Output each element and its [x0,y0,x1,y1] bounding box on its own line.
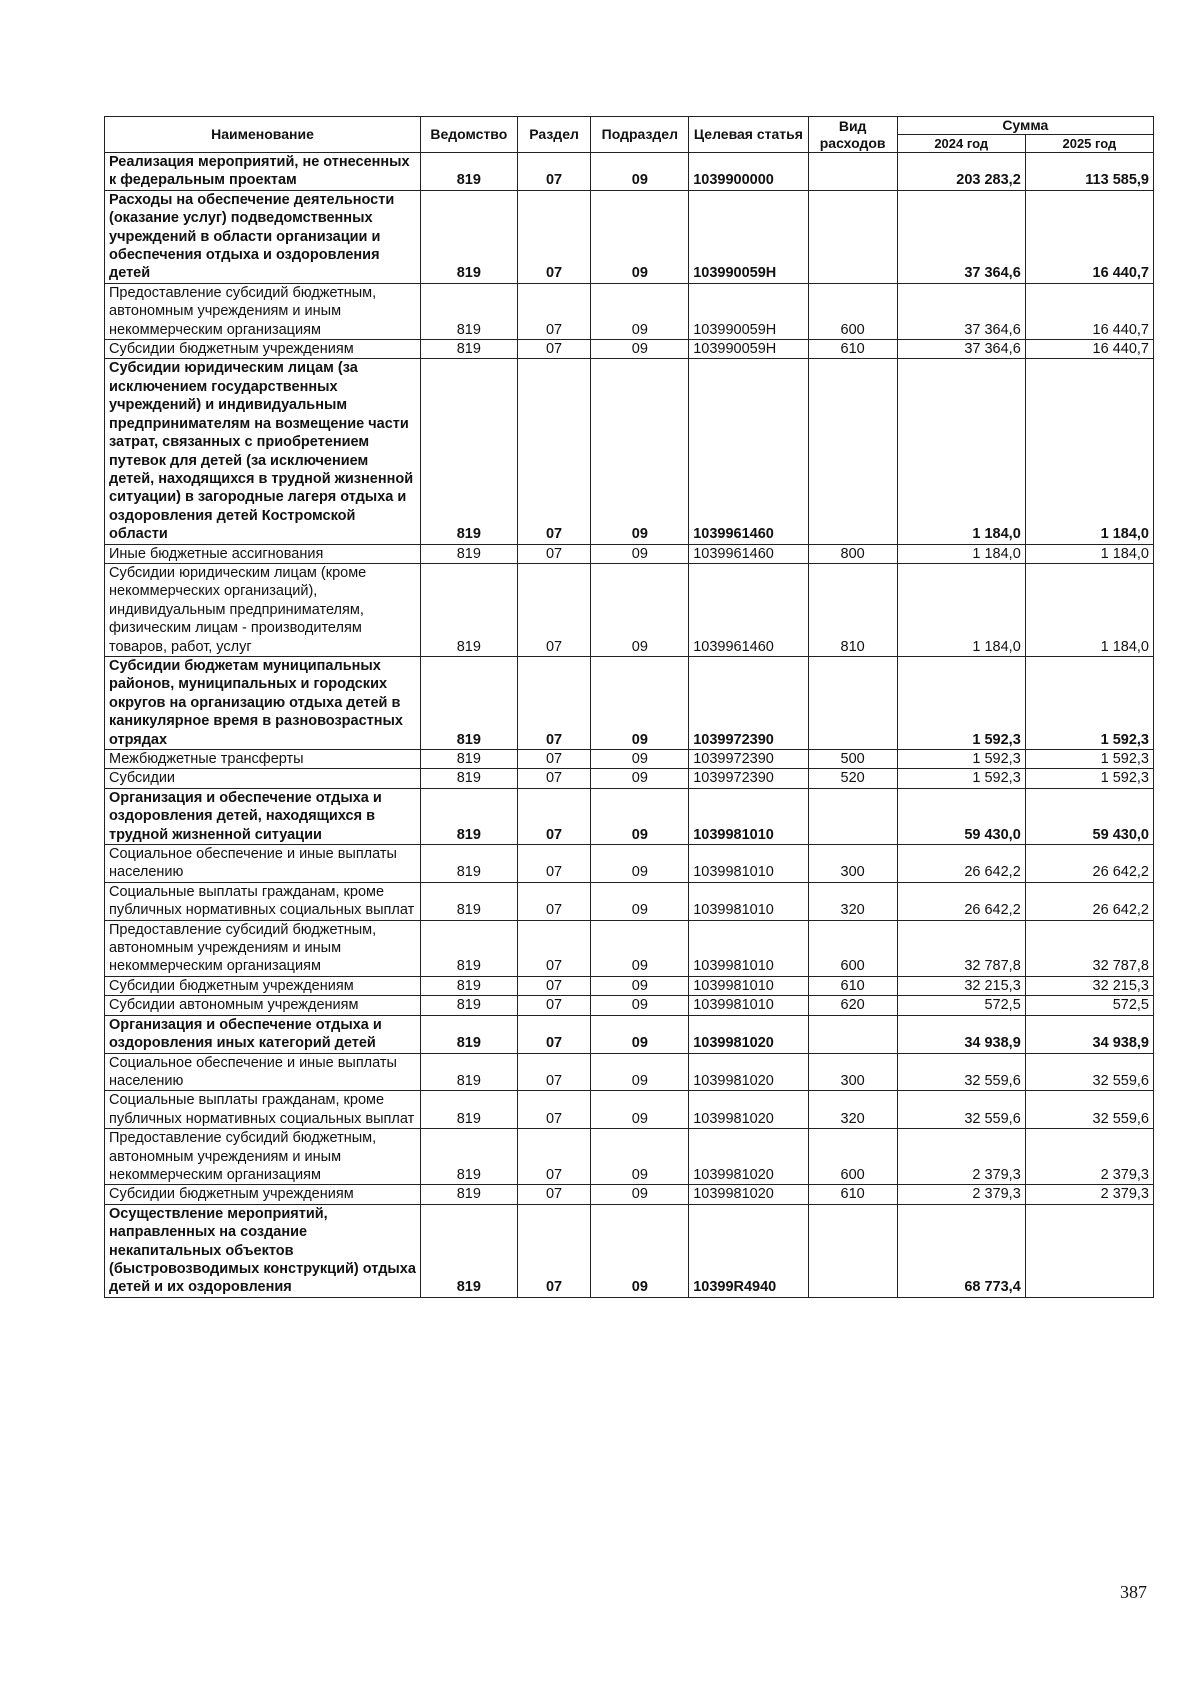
row-name: Субсидии бюджетным учреждениям [105,976,421,995]
row-sum-2024: 2 379,3 [897,1185,1025,1204]
row-sum-2025: 26 642,2 [1025,845,1153,883]
row-section: 07 [517,656,591,749]
row-sum-2025: 34 938,9 [1025,1015,1153,1053]
row-subsection: 09 [591,359,689,544]
row-kind: 600 [808,283,897,339]
row-kind: 800 [808,544,897,563]
row-name: Межбюджетные трансферты [105,750,421,769]
table-row [105,1015,1154,1053]
row-name: Субсидии бюджетным учреждениям [105,1185,421,1204]
budget-table [104,116,1154,1298]
table-row [105,190,1154,283]
row-dept: 819 [421,544,518,563]
row-sum-2024: 32 559,6 [897,1053,1025,1091]
table-row [105,359,1154,544]
row-name: Предоставление субсидий бюджетным, автономным учреждениям и иным некоммерческим организациям [105,283,421,339]
row-target: 1039981010 [689,920,808,976]
row-sum-2024: 203 283,2 [897,153,1025,191]
row-section: 07 [517,882,591,920]
row-name: Реализация мероприятий, не отнесенных к федеральным проектам [105,153,421,191]
row-dept: 819 [421,882,518,920]
row-subsection: 09 [591,996,689,1015]
row-section: 07 [517,750,591,769]
row-kind: 600 [808,920,897,976]
row-subsection: 09 [591,845,689,883]
row-dept: 819 [421,1185,518,1204]
row-section: 07 [517,845,591,883]
row-dept: 819 [421,340,518,359]
table-row [105,845,1154,883]
row-dept: 819 [421,750,518,769]
row-name: Социальное обеспечение и иные выплаты населению [105,845,421,883]
row-section: 07 [517,563,591,656]
table-row [105,656,1154,749]
row-subsection: 09 [591,1053,689,1091]
row-target: 103990059Н [689,283,808,339]
table-row [105,788,1154,844]
row-target: 1039981020 [689,1185,808,1204]
header-sum: Сумма [897,117,1153,135]
row-sum-2024: 34 938,9 [897,1015,1025,1053]
table-row [105,1053,1154,1091]
row-target: 10399R4940 [689,1204,808,1297]
row-sum-2024: 59 430,0 [897,788,1025,844]
table-row [105,996,1154,1015]
row-subsection: 09 [591,153,689,191]
row-subsection: 09 [591,1185,689,1204]
row-section: 07 [517,1129,591,1185]
row-target: 1039972390 [689,750,808,769]
row-section: 07 [517,788,591,844]
row-dept: 819 [421,920,518,976]
row-dept: 819 [421,190,518,283]
row-dept: 819 [421,1129,518,1185]
row-name: Субсидии бюджетам муниципальных районов, муниципальных и городских округов на организацию отдыха детей в каникулярное время в разновозрастных отрядах [105,656,421,749]
row-sum-2025: 16 440,7 [1025,190,1153,283]
row-subsection: 09 [591,656,689,749]
row-target: 1039981010 [689,976,808,995]
row-sum-2024: 1 184,0 [897,563,1025,656]
row-sum-2024: 32 215,3 [897,976,1025,995]
row-name: Социальное обеспечение и иные выплаты населению [105,1053,421,1091]
row-sum-2025: 1 184,0 [1025,544,1153,563]
row-section: 07 [517,1204,591,1297]
row-sum-2025: 1 592,3 [1025,656,1153,749]
row-dept: 819 [421,769,518,788]
row-target: 1039961460 [689,563,808,656]
table-row [105,1129,1154,1185]
row-sum-2024: 68 773,4 [897,1204,1025,1297]
row-dept: 819 [421,788,518,844]
header-kind: Вид расходов [808,117,897,153]
row-section: 07 [517,1091,591,1129]
row-dept: 819 [421,1091,518,1129]
row-dept: 819 [421,153,518,191]
row-subsection: 09 [591,750,689,769]
row-section: 07 [517,1053,591,1091]
row-subsection: 09 [591,882,689,920]
row-section: 07 [517,153,591,191]
row-dept: 819 [421,1204,518,1297]
row-sum-2024: 37 364,6 [897,340,1025,359]
row-kind [808,656,897,749]
row-sum-2025: 2 379,3 [1025,1129,1153,1185]
row-target: 1039981010 [689,996,808,1015]
row-subsection: 09 [591,340,689,359]
table-row [105,976,1154,995]
row-kind: 320 [808,1091,897,1129]
row-section: 07 [517,996,591,1015]
row-target: 1039961460 [689,359,808,544]
row-sum-2024: 1 184,0 [897,544,1025,563]
row-section: 07 [517,190,591,283]
row-sum-2024: 37 364,6 [897,283,1025,339]
row-kind [808,359,897,544]
row-dept: 819 [421,845,518,883]
row-dept: 819 [421,996,518,1015]
table-row [105,153,1154,191]
row-subsection: 09 [591,920,689,976]
row-subsection: 09 [591,1015,689,1053]
table-row [105,1185,1154,1204]
row-sum-2025: 113 585,9 [1025,153,1153,191]
header-name: Наименование [105,117,421,153]
table-body [105,153,1154,1298]
row-name: Организация и обеспечение отдыха и оздоровления детей, находящихся в трудной жизненной ситуации [105,788,421,844]
row-sum-2024: 26 642,2 [897,882,1025,920]
table-row [105,1091,1154,1129]
row-sum-2025: 32 215,3 [1025,976,1153,995]
row-sum-2024: 37 364,6 [897,190,1025,283]
row-sum-2024: 1 184,0 [897,359,1025,544]
row-sum-2024: 1 592,3 [897,750,1025,769]
row-dept: 819 [421,976,518,995]
row-target: 1039981010 [689,882,808,920]
row-target: 1039972390 [689,656,808,749]
row-target: 1039972390 [689,769,808,788]
row-subsection: 09 [591,976,689,995]
row-name: Осуществление мероприятий, направленных на создание некапитальных объектов (быстровозводимых конструкций) отдыха детей и их оздоровления [105,1204,421,1297]
table-row [105,1204,1154,1297]
row-name: Субсидии [105,769,421,788]
row-sum-2025: 32 559,6 [1025,1053,1153,1091]
row-name: Субсидии юридическим лицам (за исключением государственных учреждений) и индивидуальным предпринимателям на возмещение части затрат, связанных с приобретением путевок для детей (за исключением детей, находящихся в трудной жизненной ситуации) в загородные лагеря отдыха и оздоровления детей Костромской области [105,359,421,544]
row-target: 1039961460 [689,544,808,563]
row-subsection: 09 [591,769,689,788]
row-sum-2024: 32 559,6 [897,1091,1025,1129]
row-kind: 600 [808,1129,897,1185]
table-row [105,283,1154,339]
row-sum-2025: 1 592,3 [1025,750,1153,769]
row-dept: 819 [421,563,518,656]
row-kind [808,788,897,844]
row-kind: 500 [808,750,897,769]
row-sum-2025: 1 184,0 [1025,563,1153,656]
row-name: Социальные выплаты гражданам, кроме публичных нормативных социальных выплат [105,882,421,920]
row-target: 1039981010 [689,845,808,883]
row-sum-2025 [1025,1204,1153,1297]
row-target: 1039900000 [689,153,808,191]
row-subsection: 09 [591,1204,689,1297]
row-sum-2024: 572,5 [897,996,1025,1015]
row-target: 103990059Н [689,340,808,359]
row-sum-2025: 59 430,0 [1025,788,1153,844]
header-year-2024: 2024 год [897,135,1025,153]
row-sum-2024: 26 642,2 [897,845,1025,883]
row-kind: 300 [808,1053,897,1091]
row-kind: 610 [808,340,897,359]
row-section: 07 [517,920,591,976]
row-sum-2024: 32 787,8 [897,920,1025,976]
row-section: 07 [517,769,591,788]
row-section: 07 [517,1185,591,1204]
row-name: Иные бюджетные ассигнования [105,544,421,563]
table-row [105,563,1154,656]
row-subsection: 09 [591,563,689,656]
row-target: 103990059Н [689,190,808,283]
table-row [105,340,1154,359]
row-name: Предоставление субсидий бюджетным, автономным учреждениям и иным некоммерческим организациям [105,1129,421,1185]
table-row [105,920,1154,976]
row-name: Субсидии юридическим лицам (кроме некоммерческих организаций), индивидуальным предпринимателям, физическим лицам - производителям товаров, работ, услуг [105,563,421,656]
header-subsection: Подраздел [591,117,689,153]
row-subsection: 09 [591,544,689,563]
row-kind: 320 [808,882,897,920]
header-dept: Ведомство [421,117,518,153]
row-target: 1039981020 [689,1053,808,1091]
row-target: 1039981020 [689,1091,808,1129]
row-name: Субсидии бюджетным учреждениям [105,340,421,359]
row-section: 07 [517,1015,591,1053]
row-dept: 819 [421,656,518,749]
row-sum-2025: 572,5 [1025,996,1153,1015]
table-row [105,544,1154,563]
row-kind [808,1204,897,1297]
row-subsection: 09 [591,1091,689,1129]
table-row [105,750,1154,769]
row-subsection: 09 [591,190,689,283]
header-year-2025: 2025 год [1025,135,1153,153]
row-kind [808,190,897,283]
row-dept: 819 [421,283,518,339]
row-kind: 810 [808,563,897,656]
row-sum-2024: 1 592,3 [897,656,1025,749]
row-sum-2025: 32 787,8 [1025,920,1153,976]
row-kind [808,1015,897,1053]
row-section: 07 [517,976,591,995]
row-dept: 819 [421,1053,518,1091]
row-subsection: 09 [591,283,689,339]
row-sum-2025: 2 379,3 [1025,1185,1153,1204]
row-section: 07 [517,359,591,544]
row-sum-2025: 32 559,6 [1025,1091,1153,1129]
row-kind: 620 [808,996,897,1015]
row-kind: 300 [808,845,897,883]
row-subsection: 09 [591,1129,689,1185]
row-kind [808,153,897,191]
row-kind: 610 [808,976,897,995]
row-name: Предоставление субсидий бюджетным, автономным учреждениям и иным некоммерческим организациям [105,920,421,976]
table-row [105,769,1154,788]
row-section: 07 [517,544,591,563]
header-target: Целевая статья [689,117,808,153]
row-kind: 520 [808,769,897,788]
row-sum-2025: 26 642,2 [1025,882,1153,920]
row-target: 1039981020 [689,1015,808,1053]
row-target: 1039981010 [689,788,808,844]
row-sum-2025: 16 440,7 [1025,283,1153,339]
row-sum-2024: 2 379,3 [897,1129,1025,1185]
table-row [105,882,1154,920]
row-name: Организация и обеспечение отдыха и оздоровления иных категорий детей [105,1015,421,1053]
row-target: 1039981020 [689,1129,808,1185]
row-dept: 819 [421,1015,518,1053]
row-subsection: 09 [591,788,689,844]
row-name: Субсидии автономным учреждениям [105,996,421,1015]
row-name: Социальные выплаты гражданам, кроме публичных нормативных социальных выплат [105,1091,421,1129]
row-sum-2025: 1 592,3 [1025,769,1153,788]
row-dept: 819 [421,359,518,544]
row-kind: 610 [808,1185,897,1204]
row-sum-2025: 16 440,7 [1025,340,1153,359]
row-section: 07 [517,283,591,339]
page-number: 387 [1120,1582,1147,1602]
row-name: Расходы на обеспечение деятельности (оказание услуг) подведомственных учреждений в области организации и обеспечения отдыха и оздоровления детей [105,190,421,283]
row-sum-2024: 1 592,3 [897,769,1025,788]
row-sum-2025: 1 184,0 [1025,359,1153,544]
header-section: Раздел [517,117,591,153]
table-header [105,117,1154,153]
row-section: 07 [517,340,591,359]
